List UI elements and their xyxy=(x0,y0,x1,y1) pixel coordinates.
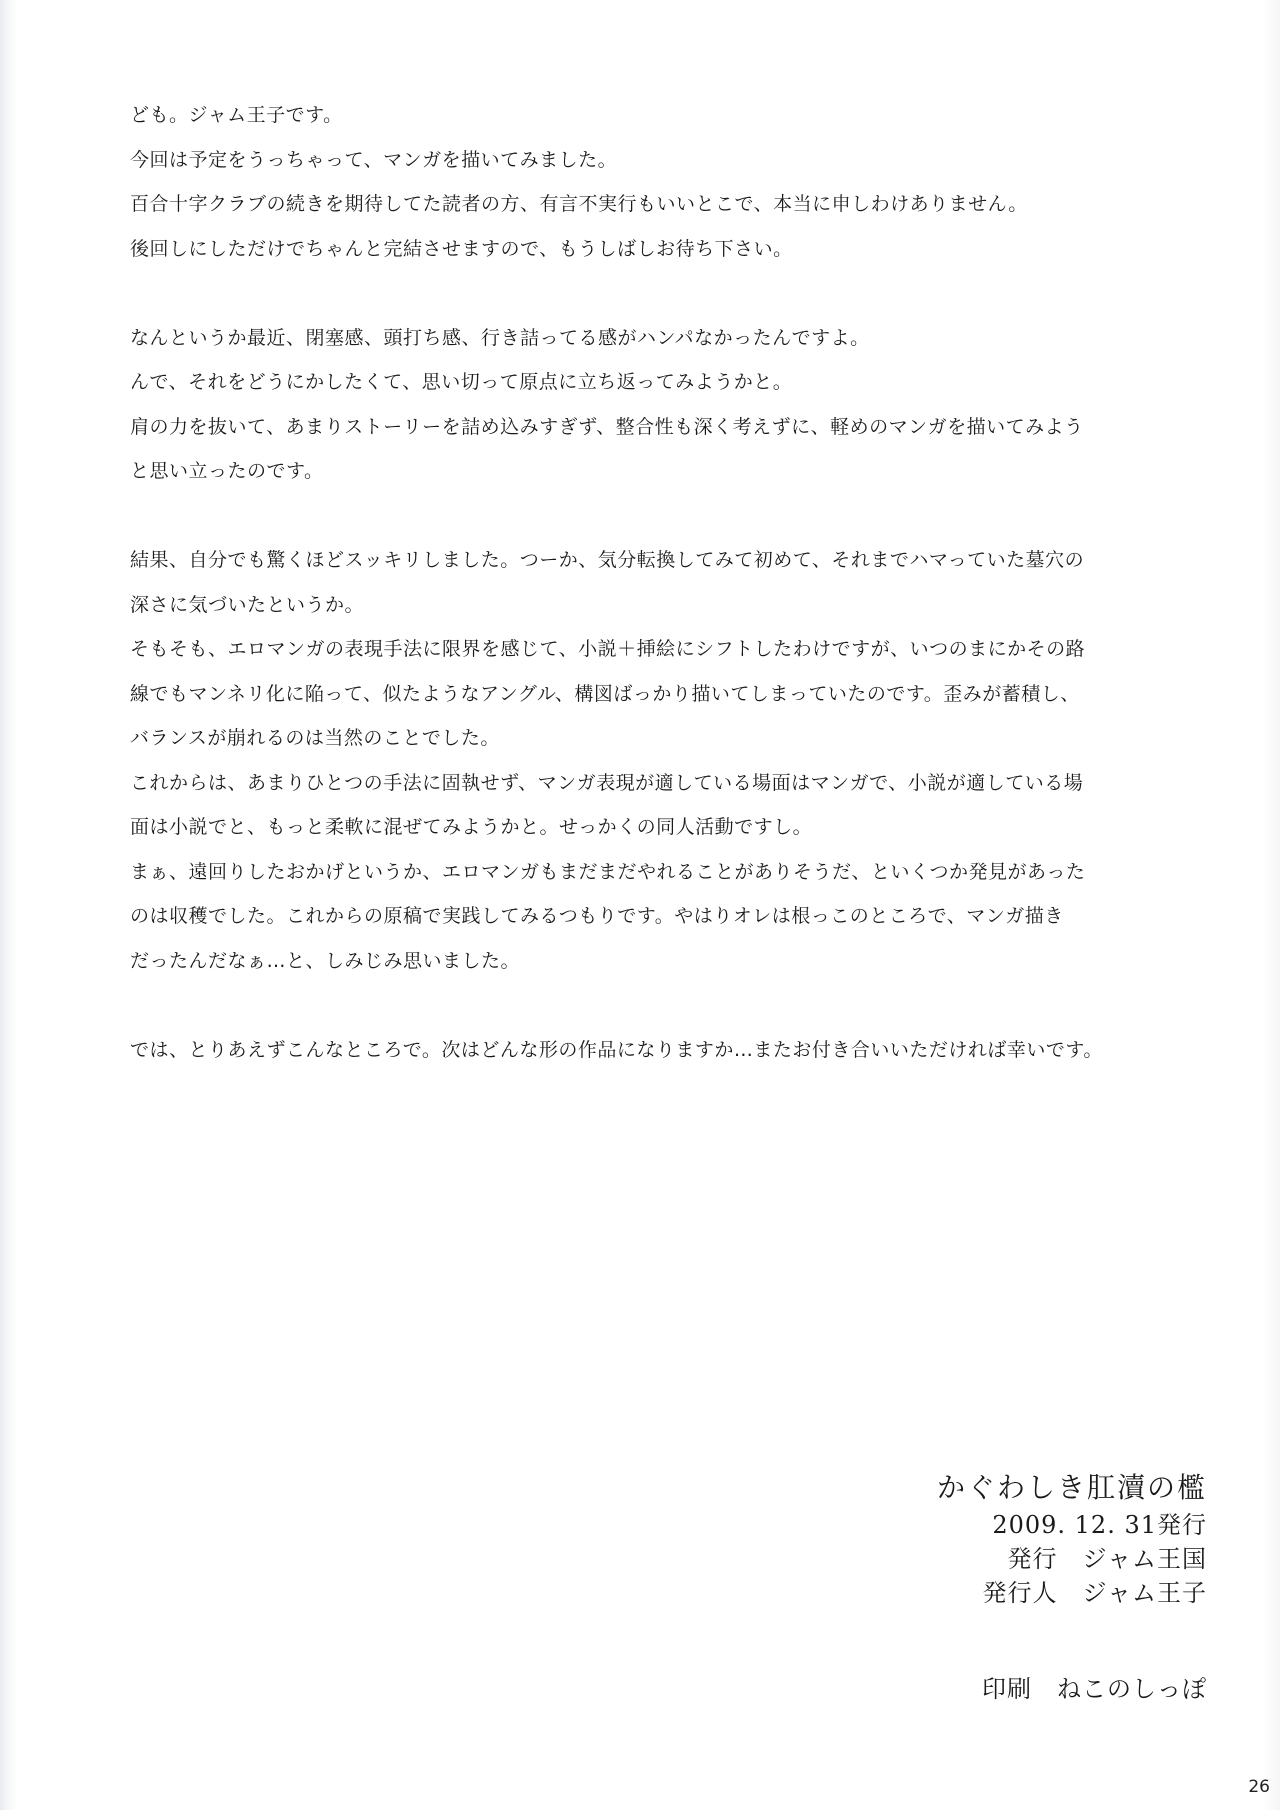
issuer: 発行人 ジャム王子 xyxy=(982,1579,1207,1607)
page-number: 26 xyxy=(1248,1777,1270,1797)
afterword-line: と思い立ったのです。 xyxy=(130,460,324,482)
paragraph-gap xyxy=(130,983,1190,1028)
afterword-line: 線でもマンネリ化に陥って、似たようなアングル、構図ばっかり描いてしまっていたのです。歪みが蓄積し、 xyxy=(130,682,1080,705)
publication-date: 2009. 12. 31発行 xyxy=(992,1511,1207,1539)
paragraph-gap xyxy=(130,271,1190,316)
afterword-line: のは収穫でした。これからの原稿で実践してみるつもりです。やはりオレは根っこのところで、マンガ描き xyxy=(130,905,1064,927)
afterword-line: 後回しにしただけでちゃんと完結させますので、もうしばしお待ち下さい。 xyxy=(130,237,793,260)
afterword-line: 百合十字クラブの続きを期待してた読者の方、有言不実行もいいとこで、本当に申しわけありません。 xyxy=(130,193,1028,215)
publisher: 発行 ジャム王国 xyxy=(1007,1545,1207,1573)
afterword-line: まぁ、遠回りしたおかげというか、エロマンガもまだまだやれることがありそうだ、といくつか発見があった xyxy=(130,860,1086,883)
afterword-line: 今回は予定をうっちゃって、マンガを描いてみました。 xyxy=(130,148,618,171)
afterword-line: んで、それをどうにかしたくて、思い切って原点に立ち返ってみようかと。 xyxy=(130,371,793,393)
colophon xyxy=(937,1468,1207,1610)
afterword-line: そもそも、エロマンガの表現手法に限界を感じて、小説＋挿絵にシフトしたわけですが、いつのまにかその路 xyxy=(130,638,1086,660)
afterword-line: 深さに気づいたというか。 xyxy=(130,593,365,616)
afterword-line: 面は小説でと、もっと柔軟に混ぜてみようかと。せっかくの同人活動ですし。 xyxy=(130,816,813,838)
paragraph-gap xyxy=(130,494,1190,539)
afterword-line: なんというか最近、閉塞感、頭打ち感、行き詰ってる感がハンパなかったんですよ。 xyxy=(130,326,870,349)
book-title: かぐわしき肛瀆の檻 xyxy=(936,1471,1207,1504)
afterword-text xyxy=(130,93,1190,1072)
printer: 印刷 ねこのしっぽ xyxy=(982,1675,1207,1703)
afterword-line: だったんだなぁ…と、しみじみ思いました。 xyxy=(130,949,521,972)
afterword-line: これからは、あまりひとつの手法に固執せず、マンガ表現が適している場面はマンガで、小説が適している場 xyxy=(130,771,1084,794)
afterword-line: バランスが崩れるのは当然のことでした。 xyxy=(130,727,500,749)
afterword-line: 肩の力を抜いて、あまりストーリーを詰め込みすぎず、整合性も深く考えずに、軽めのマンガを描いてみよう xyxy=(130,415,1084,438)
afterword-line: 結果、自分でも驚くほどスッキリしました。つーか、気分転換してみて初めて、それまでハマっていた墓穴の xyxy=(130,549,1085,571)
afterword-line: ども。ジャム王子です。 xyxy=(130,104,343,126)
afterword-line: では、とりあえずこんなところで。次はどんな形の作品になりますか…またお付き合いいただければ幸いです。 xyxy=(130,1038,1103,1061)
